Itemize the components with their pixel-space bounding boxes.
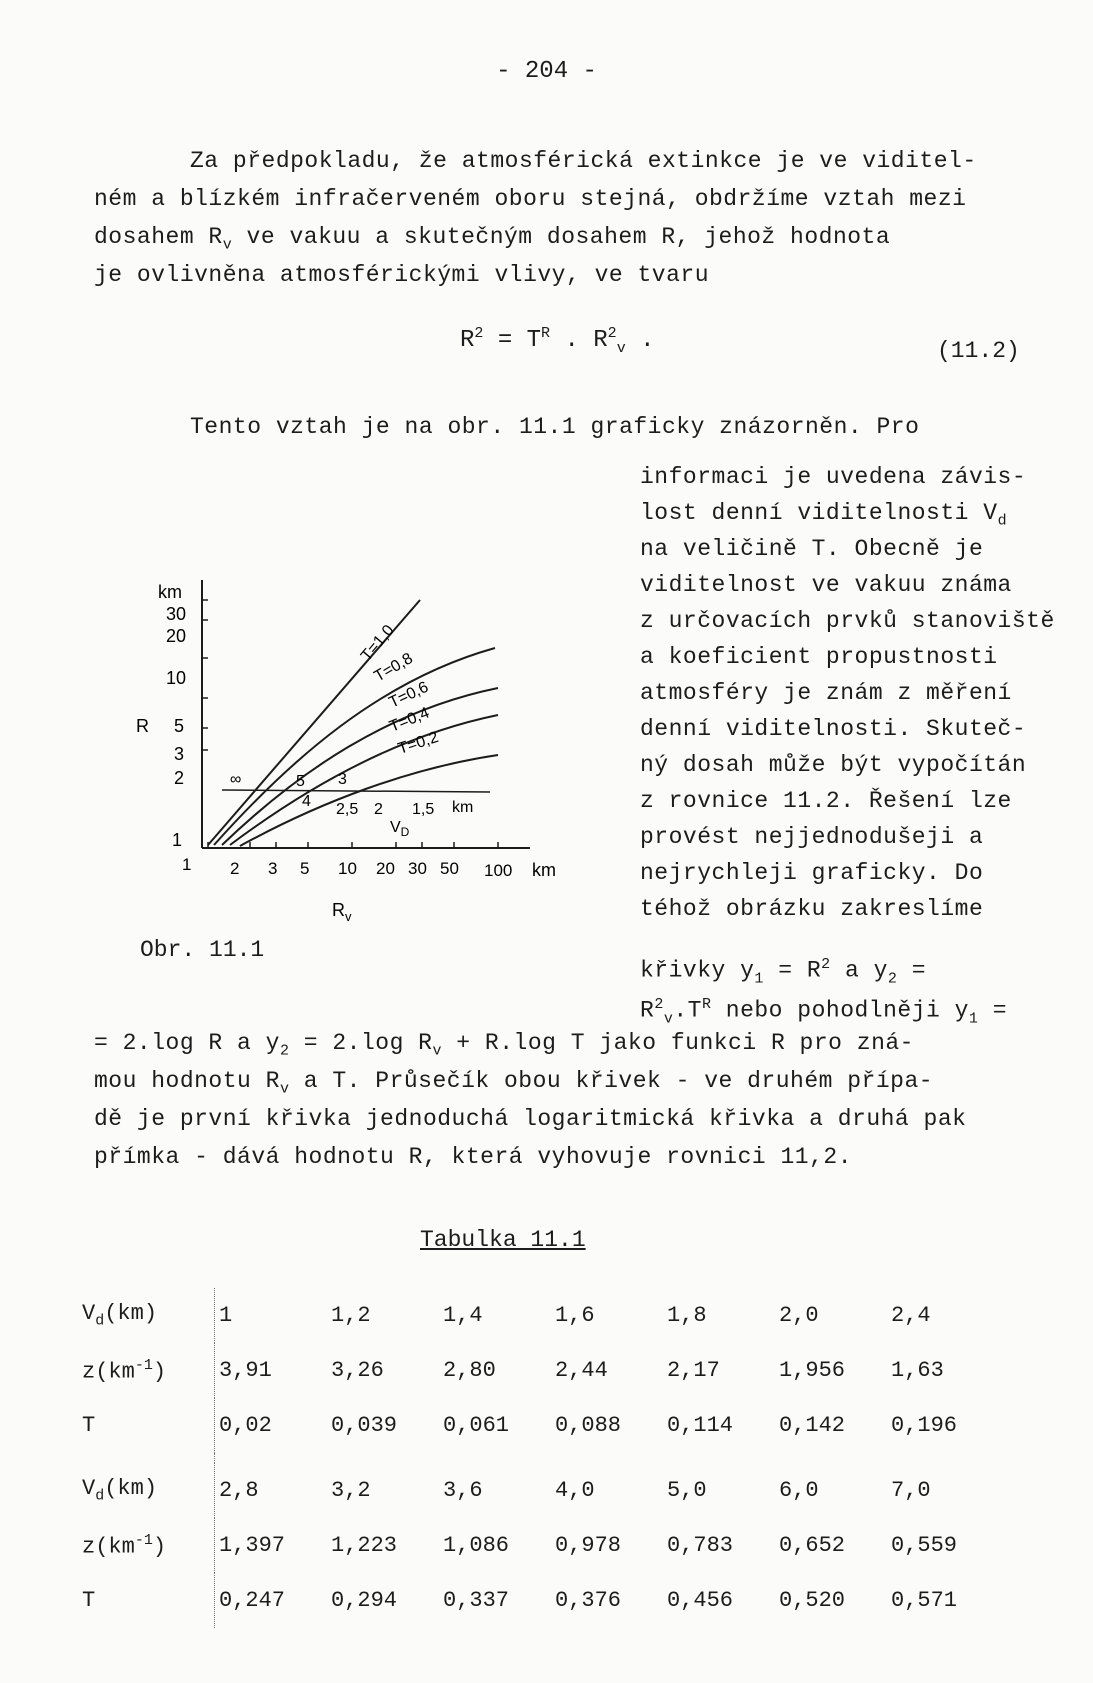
row-header: T [78,1573,215,1628]
figure-11-1 [130,570,590,930]
paragraph-line: přímka - dává hodnotu R, která vyhovuje rovnici 11,2. [94,1144,853,1170]
table-cell: 0,061 [443,1413,510,1438]
y-tick-label: 2 [174,768,185,788]
table-cell: 0,114 [667,1413,734,1438]
x-tick-label: 10 [338,859,357,878]
table-cell: 3,6 [443,1478,483,1503]
x-tick-label: 1 [182,855,192,874]
equation-number: (11.2) [937,338,1020,364]
y-tick-label: 1 [172,830,183,850]
column-line: atmosféry je znám z měření [640,680,1012,706]
paragraph-line: ném a blízkém infračerveném oboru stejná, obdržíme vztah mezi [94,186,967,212]
table-cell: 0,088 [555,1413,622,1438]
vd-label: $V_D$ [390,819,410,839]
table-cell: 0,783 [667,1533,734,1558]
table-cell: 0,247 [219,1588,286,1613]
table-cell: 2,44 [555,1358,608,1383]
table-cell: 3,26 [331,1358,384,1383]
column-line: $R^2_v.T^R$ nebo pohodlněji $y_1$ = [640,996,1008,1028]
y-unit-label: km [158,582,182,602]
column-line: z určovacích prvků stanoviště [640,608,1055,634]
equation-11-2: $R^2 = T^R$ . $R^2_v$ . [460,325,655,357]
table-cell: 0,652 [779,1533,846,1558]
table-cell: 1,6 [555,1303,595,1328]
column-line: na veličině T. Obecně je [640,536,984,562]
table-cell: 1,397 [219,1533,286,1558]
curve-t-0-4 [230,715,498,845]
table-cell: 0,142 [779,1413,846,1438]
vd-tick-label: 1,5 [412,801,435,818]
page-number: - 204 - [496,58,597,85]
table-cell: 0,978 [555,1533,622,1558]
paragraph-line: dě je první křivka jednoduchá logaritmická křivka a druhá pak [94,1106,967,1132]
table-cell: 1,63 [891,1358,944,1383]
paragraph-line: Za předpokladu, že atmosférická extinkce je ve viditel- [190,148,977,174]
x-label: $R_v$ [332,900,352,924]
column-line: nejrychleji graficky. Do [640,860,984,886]
table-cell: 5,0 [667,1478,707,1503]
vd-tick-label: 2 [374,801,383,818]
row-header: $z(km^{-1})$ [78,1518,215,1573]
x-tick-label: 50 [440,859,459,878]
table-cell: 0,337 [443,1588,510,1613]
row-header: $V_d(km)$ [78,1288,215,1343]
table-cell: 1,223 [331,1533,398,1558]
table-cell: 2,0 [779,1303,819,1328]
curve-label-t-0-2: T=0,2 [395,728,441,758]
table-cell: 2,4 [891,1303,931,1328]
vd-tick-label: 3 [338,771,347,788]
table-cell: 0,294 [331,1588,398,1613]
column-line: ný dosah může být vypočítán [640,752,1027,778]
table-title: Tabulka 11.1 [420,1227,586,1253]
table-cell: 0,520 [779,1588,846,1613]
figure-caption: Obr. 11.1 [140,937,265,963]
paragraph-line: = 2.log R a $y_2 = 2.\log$ $R_v + R.\log$ T jako funkci R pro zná- [94,1030,914,1060]
table-cell: 2,8 [219,1478,259,1503]
column-line: informaci je uvedena závis- [640,464,1027,490]
column-line: z rovnice 11.2. Řešení lze [640,788,1012,814]
table-cell: 1,956 [779,1358,846,1383]
x-tick-label: 30 [408,859,427,878]
curve-label-t-1-0: T=1,0 [358,621,398,665]
table-cell: 1,2 [331,1303,371,1328]
y-tick-label: 30 [166,604,187,624]
y-tick-label: 5 [174,716,185,736]
intro-line: Tento vztah je na obr. 11.1 graficky znázorněn. Pro [190,414,920,440]
vd-tick-label: 2,5 [336,801,359,818]
row-header: $V_d(km)$ [78,1463,215,1518]
table-cell: 0,376 [555,1588,622,1613]
vd-tick-label: 4 [302,793,311,810]
table-cell: 0,196 [891,1413,958,1438]
table-cell: 0,02 [219,1413,272,1438]
paragraph-line: mou hodnotu $R_v$ a T. Průsečík obou křivek - ve druhém přípa- [94,1068,934,1098]
x-tick-label: 5 [300,859,310,878]
paragraph-line: je ovlivněna atmosférickými vlivy, ve tvaru [94,262,709,288]
table-cell: 0,559 [891,1533,958,1558]
table-cell: 2,80 [443,1358,496,1383]
vd-unit-label: km [452,799,474,816]
vd-tick-label: 5 [296,773,305,790]
table-cell: 1,4 [443,1303,483,1328]
y-tick-label: 3 [174,744,185,764]
table-row [78,1288,999,1343]
column-line: a koeficient propustnosti [640,644,998,670]
table-cell: 0,456 [667,1588,734,1613]
column-line: téhož obrázku zakreslíme [640,896,984,922]
table-cell: 4,0 [555,1478,595,1503]
column-line: lost denní viditelnosti $V_d$ [640,500,1008,530]
table-cell: 2,17 [667,1358,720,1383]
curve-label-t-0-4: T=0,4 [387,704,432,736]
row-header: T [78,1398,215,1453]
x-unit-label: km [532,860,556,880]
x-tick-label: 100 [484,861,513,880]
table-cell: 3,2 [331,1478,371,1503]
curve-label-t-0-6: T=0,6 [386,678,432,712]
x-tick-label: 2 [230,859,240,878]
table-row [78,1463,999,1518]
table-row [78,1343,999,1398]
column-line: denní viditelnosti. Skuteč- [640,716,1027,742]
paragraph-line: dosahem $R_v$ ve vakuu a skutečným dosahem R, jehož hodnota [94,224,891,254]
table-cell: 1,086 [443,1533,510,1558]
table-cell: 6,0 [779,1478,819,1503]
y-tick-label: 20 [166,626,187,646]
column-line: viditelnost ve vakuu známa [640,572,1012,598]
y-label: R [136,716,149,736]
table-cell: 1 [219,1303,233,1328]
y-tick-label: 10 [166,668,187,688]
table-cell: 1,8 [667,1303,707,1328]
table-cell: 7,0 [891,1478,931,1503]
table-cell: 0,039 [331,1413,398,1438]
row-header: $z(km^{-1})$ [78,1343,215,1398]
table-row [78,1573,999,1628]
table-cell: 3,91 [219,1358,272,1383]
x-tick-label: 3 [268,859,278,878]
vd-tick-label: ∞ [230,771,242,788]
data-table [78,1288,999,1628]
column-line: provést nejjednodušeji a [640,824,984,850]
curve-label-t-0-8: T=0,8 [371,650,416,686]
x-tick-label: 20 [376,859,395,878]
table-row [78,1398,999,1453]
table-row [78,1518,999,1573]
table-cell: 0,571 [891,1588,958,1613]
column-line: křivky $y_1 = R^2$ a $y_2$ = [640,956,927,988]
